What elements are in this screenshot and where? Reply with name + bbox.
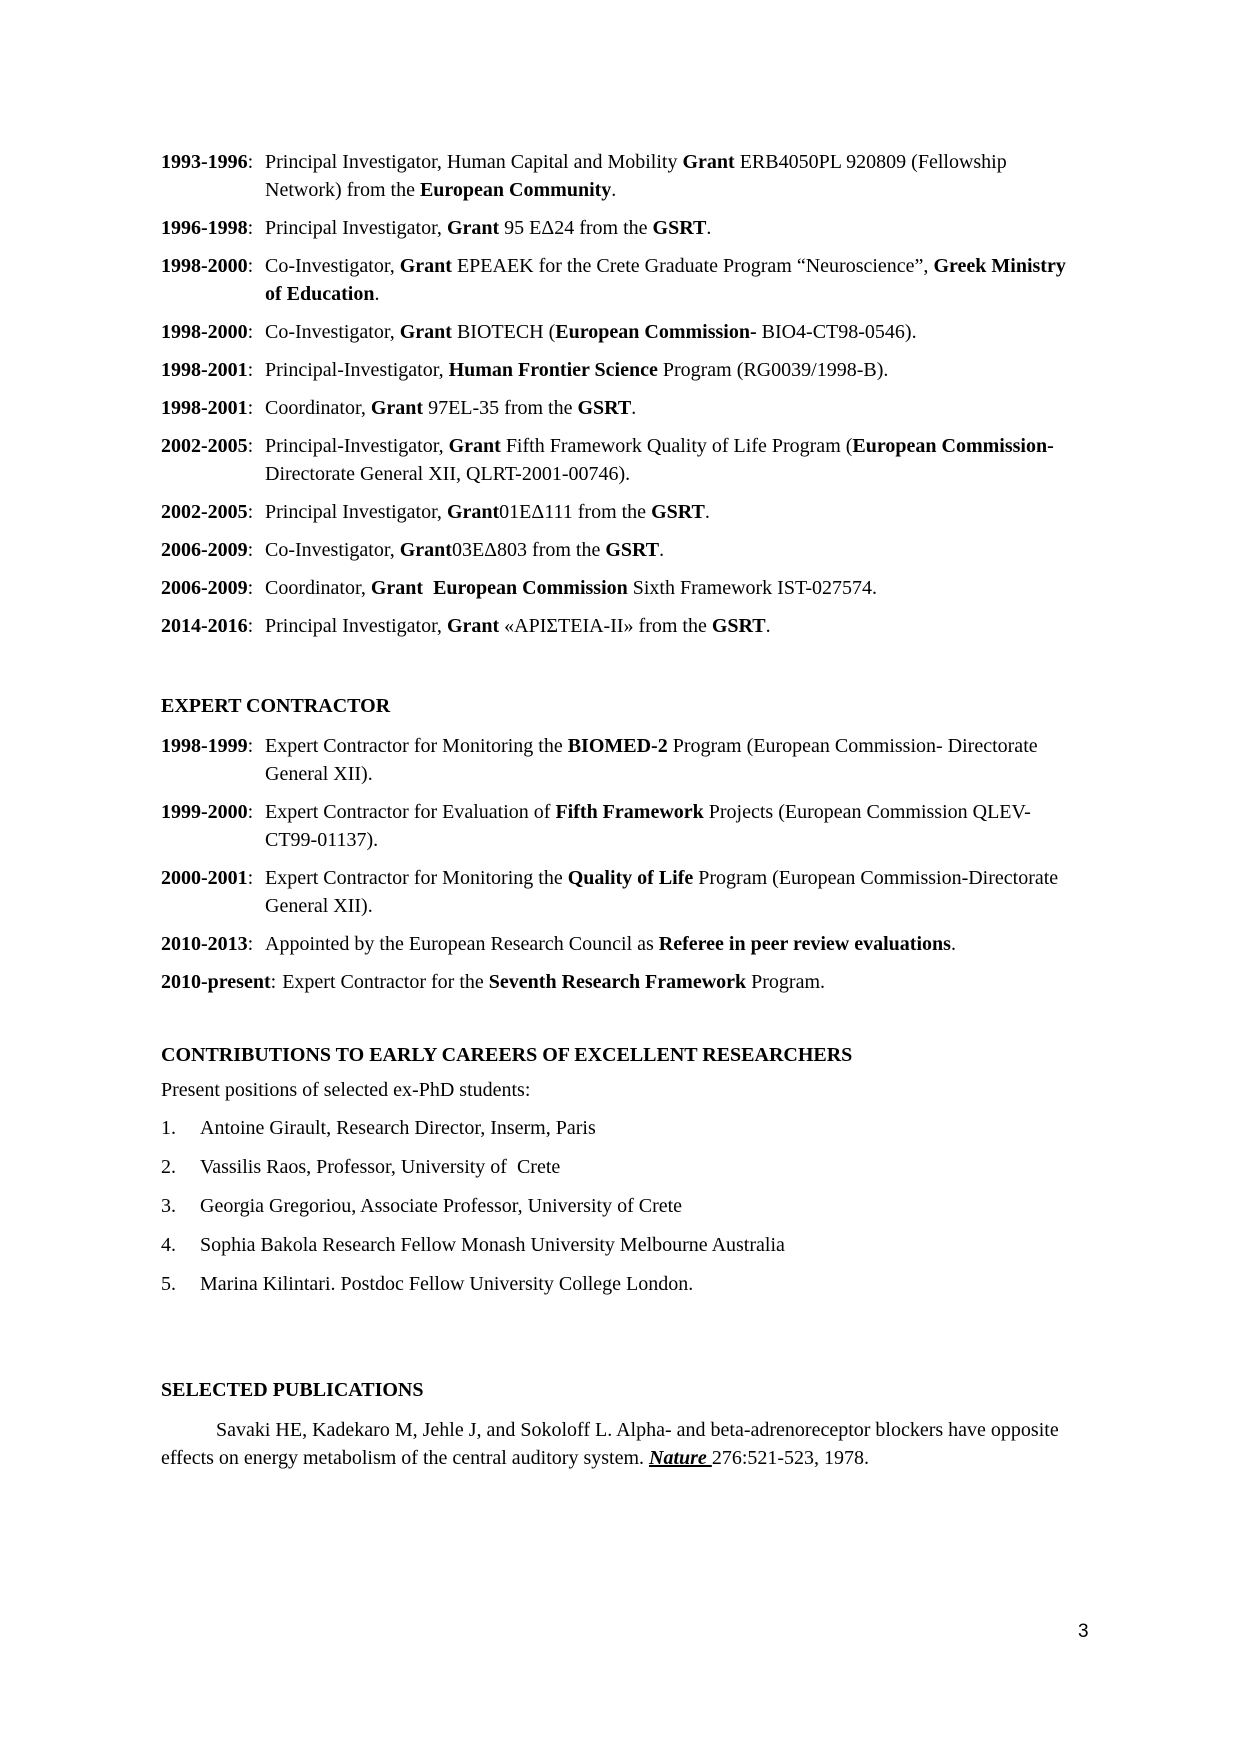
- text-segment: Quality of Life: [567, 867, 694, 889]
- text-segment: Grant: [399, 539, 452, 561]
- list-item-text: Sophia Bakola Research Fellow Monash University Melbourne Australia: [200, 1234, 785, 1256]
- text-segment: Expert Contractor for the: [282, 971, 489, 993]
- text-segment: GSRT: [577, 397, 632, 419]
- text-segment: Sixth Framework IST-027574.: [627, 577, 878, 599]
- list-item-text: Marina Kilintari. Postdoc Fellow University College London.: [200, 1273, 694, 1295]
- text-segment: 95 EΔ24 from the: [499, 217, 653, 239]
- text-segment: .: [704, 501, 710, 523]
- text-segment: Grant: [446, 615, 500, 637]
- entry-period: 2002-2005:: [161, 435, 254, 457]
- text-segment: Nature: [649, 1447, 712, 1469]
- text-segment: European Commission-: [852, 435, 1054, 457]
- text-segment: BIOMED-2: [567, 735, 668, 757]
- entry-text: [282, 968, 1081, 996]
- text-segment: Program (European Commission- Directorate General XII).: [265, 735, 1043, 785]
- expert-contractor-entry: [161, 732, 1081, 788]
- publications-heading: SELECTED PUBLICATIONS: [161, 1379, 424, 1401]
- entry-text: [265, 732, 1081, 788]
- list-item-number: 1.: [161, 1117, 176, 1139]
- text-segment: Coordinator,: [265, 577, 371, 599]
- text-segment: Greek Ministry of Education: [265, 255, 1071, 305]
- text-segment: BIO4-CT98-0546).: [756, 321, 917, 343]
- grant-entry: [161, 356, 1081, 384]
- entry-period: 1998-2000:: [161, 255, 254, 277]
- list-item-number: 2.: [161, 1156, 176, 1178]
- text-segment: Principal Investigator, Human Capital and Mobility: [265, 151, 683, 173]
- entry-period: 2006-2009:: [161, 577, 254, 599]
- text-segment: .: [706, 217, 712, 239]
- grant-entry: [161, 574, 1081, 602]
- entry-period: 2006-2009:: [161, 539, 254, 561]
- text-segment: GSRT: [652, 217, 707, 239]
- text-segment: .: [659, 539, 665, 561]
- grant-entry: [161, 148, 1081, 204]
- text-segment: .: [950, 933, 956, 955]
- text-segment: Seventh Research Framework: [488, 971, 747, 993]
- text-segment: Fifth Framework: [555, 801, 704, 823]
- list-item-text: Georgia Gregoriou, Associate Professor, University of Crete: [200, 1195, 683, 1217]
- contributions-section: [161, 1041, 1081, 1298]
- grants-entry-list: [161, 148, 1081, 640]
- expert-contractor-entry: [161, 968, 1081, 996]
- text-segment: Grant: [370, 397, 424, 419]
- entry-period: 2010-2013:: [161, 933, 254, 955]
- expert-contractor-entry: [161, 798, 1081, 854]
- text-segment: Program (European Commission-Directorate General XII).: [265, 867, 1064, 917]
- entry-text: [265, 498, 1081, 526]
- expert-contractor-entry: [161, 864, 1081, 920]
- entry-period: 1998-2001:: [161, 397, 254, 419]
- text-segment: GSRT: [605, 539, 660, 561]
- text-segment: ERB4050PL 920809 (Fellowship Network) from the: [265, 151, 1012, 201]
- text-segment: BIOTECH (: [451, 321, 556, 343]
- student-list-item: [161, 1192, 1081, 1220]
- grant-entry: [161, 214, 1081, 242]
- entry-text: [265, 930, 1081, 958]
- text-segment: Directorate General XII, QLRT-2001-00746).: [265, 435, 1059, 485]
- text-segment: Appointed by the European Research Council as: [265, 933, 659, 955]
- student-list-item: [161, 1231, 1081, 1259]
- entry-text: [265, 356, 1081, 384]
- text-segment: European Community: [419, 179, 612, 201]
- student-list-item: [161, 1153, 1081, 1181]
- list-item-number: 5.: [161, 1273, 176, 1295]
- page-content: [161, 148, 1081, 1472]
- text-segment: Principal Investigator,: [265, 217, 447, 239]
- entry-period: 2002-2005:: [161, 501, 254, 523]
- text-segment: Referee in peer review evaluations: [658, 933, 951, 955]
- entry-text: [265, 432, 1081, 488]
- list-item-text: Antoine Girault, Research Director, Inserm, Paris: [200, 1117, 596, 1139]
- text-segment: Coordinator,: [265, 397, 371, 419]
- entry-period: 1993-1996:: [161, 151, 254, 173]
- entry-text: [265, 574, 1081, 602]
- entry-text: [265, 798, 1081, 854]
- expert-contractor-entry: [161, 930, 1081, 958]
- entry-text: [265, 612, 1081, 640]
- text-segment: «ΑΡΙΣΤΕΙΑ-ΙΙ» from the: [499, 615, 712, 637]
- text-segment: Expert Contractor for Evaluation of: [265, 801, 556, 823]
- text-segment: 97EL-35 from the: [423, 397, 578, 419]
- text-segment: Expert Contractor for Monitoring the: [265, 735, 568, 757]
- students-list: [161, 1114, 1081, 1298]
- entry-period: 1998-2000:: [161, 321, 254, 343]
- text-segment: GSRT: [651, 501, 705, 523]
- entry-text: [265, 394, 1081, 422]
- grant-entry: [161, 536, 1081, 564]
- text-segment: Savaki HE, Kadekaro M, Jehle J, and Sokoloff L. Alpha- and beta-adrenoreceptor blockers have opposite effects on energy metabolism of the central auditory system.: [161, 1419, 1064, 1469]
- text-segment: 01EΔ111 from the: [499, 501, 652, 523]
- entry-text: [265, 148, 1081, 204]
- grant-entry: [161, 318, 1081, 346]
- text-segment: .: [374, 283, 380, 305]
- text-segment: Expert Contractor for Monitoring the: [265, 867, 568, 889]
- student-list-item: [161, 1270, 1081, 1298]
- text-segment: Grant: [448, 435, 501, 457]
- text-segment: GSRT: [711, 615, 766, 637]
- grant-entry: [161, 432, 1081, 488]
- entry-period: 2000-2001:: [161, 867, 254, 889]
- text-segment: Program (RG0039/1998-B).: [657, 359, 889, 381]
- text-segment: Principal-Investigator,: [265, 359, 449, 381]
- text-segment: Co-Investigator,: [265, 539, 400, 561]
- contributions-intro: Present positions of selected ex-PhD students:: [161, 1079, 531, 1101]
- entry-period: 1996-1998:: [161, 217, 254, 239]
- text-segment: Principal Investigator,: [265, 501, 447, 523]
- grant-entry: [161, 252, 1081, 308]
- text-segment: Human Frontier Science: [448, 359, 658, 381]
- entry-period: 1999-2000:: [161, 801, 254, 823]
- expert-contractor-section: [161, 692, 1081, 996]
- entry-text: [265, 536, 1081, 564]
- text-segment: Principal-Investigator,: [265, 435, 449, 457]
- publications-section: [161, 1376, 1081, 1472]
- list-item-text: Vassilis Raos, Professor, University of Crete: [200, 1156, 561, 1178]
- text-segment: Grant: [446, 501, 500, 523]
- grant-entry: [161, 394, 1081, 422]
- list-item-number: 3.: [161, 1195, 176, 1217]
- expert-contractor-heading: EXPERT CONTRACTOR: [161, 695, 391, 717]
- text-segment: Grant: [399, 255, 452, 277]
- entry-period: 1998-2001:: [161, 359, 254, 381]
- student-list-item: [161, 1114, 1081, 1142]
- text-segment: 03EΔ803 from the: [451, 539, 606, 561]
- entry-text: [265, 214, 1081, 242]
- text-segment: 276:521-523, 1978.: [711, 1447, 870, 1469]
- grant-entry: [161, 612, 1081, 640]
- text-segment: EPEAEK for the Crete Graduate Program “Neuroscience”,: [451, 255, 934, 277]
- text-segment: Projects (European Commission QLEV-CT99-01137).: [265, 801, 1031, 851]
- entry-text: [265, 252, 1081, 308]
- text-segment: Co-Investigator,: [265, 321, 400, 343]
- grant-entry: [161, 498, 1081, 526]
- text-segment: .: [631, 397, 637, 419]
- list-item-number: 4.: [161, 1234, 176, 1256]
- publication-entry: [161, 1416, 1081, 1472]
- text-segment: Grant European Commission: [370, 577, 628, 599]
- text-segment: Fifth Framework Quality of Life Program (: [500, 435, 853, 457]
- entry-period: 2014-2016:: [161, 615, 254, 637]
- entry-period: 2010-present:: [161, 971, 277, 993]
- text-segment: .: [611, 179, 617, 201]
- text-segment: Principal Investigator,: [265, 615, 447, 637]
- entry-text: [265, 318, 1081, 346]
- text-segment: Grant: [446, 217, 500, 239]
- grants-section: [161, 148, 1081, 640]
- text-segment: European Commission-: [555, 321, 757, 343]
- text-segment: Co-Investigator,: [265, 255, 400, 277]
- entry-period: 1998-1999:: [161, 735, 254, 757]
- contributions-heading: CONTRIBUTIONS TO EARLY CAREERS OF EXCELLENT RESEARCHERS: [161, 1044, 853, 1066]
- text-segment: Grant: [682, 151, 735, 173]
- page-number: 3: [1078, 1621, 1089, 1642]
- text-segment: .: [765, 615, 771, 637]
- expert-contractor-entry-list: [161, 732, 1081, 996]
- text-segment: Program.: [746, 971, 826, 993]
- publications-list: [161, 1416, 1081, 1472]
- entry-text: [265, 864, 1081, 920]
- text-segment: Grant: [399, 321, 452, 343]
